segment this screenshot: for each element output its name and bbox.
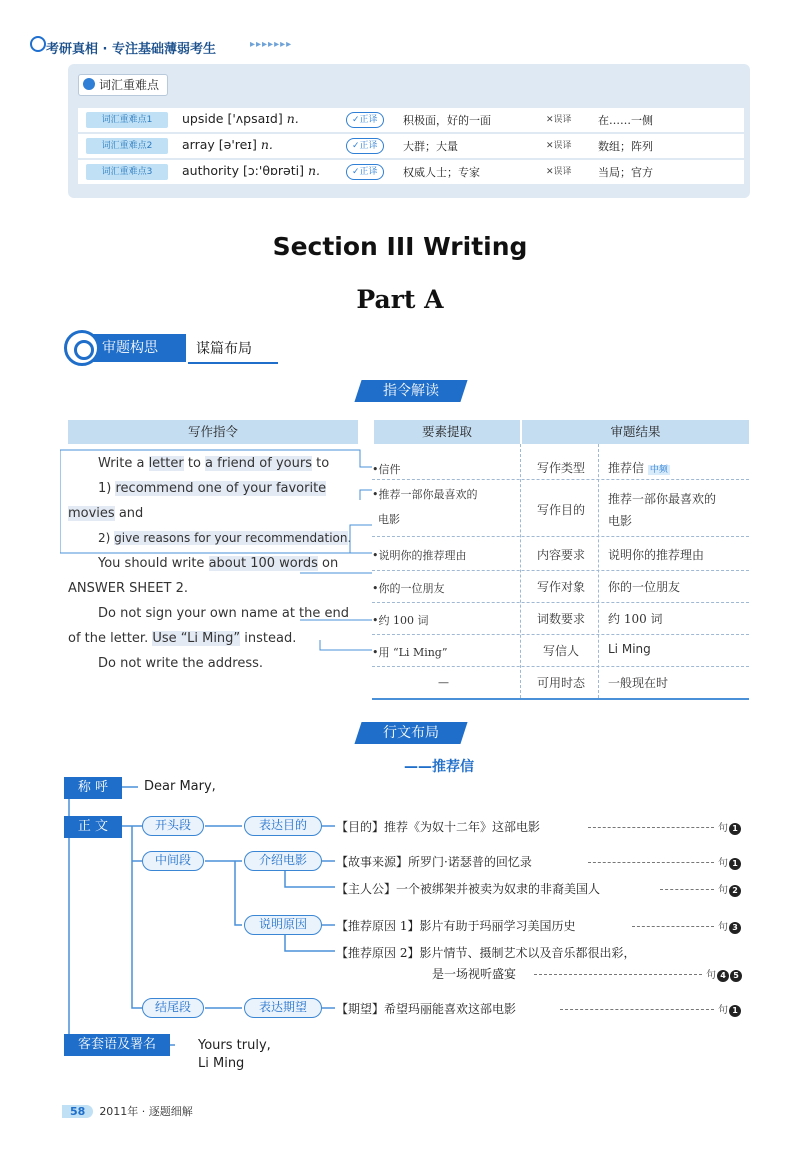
vocab-row [78,134,744,158]
action-reason: 说明原因 [244,915,322,935]
wrong-badge: ✕误译 [546,141,572,151]
col-divider [520,444,521,698]
salutation: Dear Mary, [144,779,216,794]
flow-item-cont: 是一场视听盛宴 [432,967,517,981]
col-header-elements: 要素提取 [374,420,520,444]
vocab-row [78,108,744,132]
vocab-row [78,160,744,184]
header-arrows: ▸▸▸▸▸▸▸ [250,39,293,50]
flow-item: 【主人公】一个被绑架并被卖为奴隶的非裔美国人 [336,882,601,896]
row-divider [372,570,749,571]
result-key: 内容要求 [536,548,585,562]
instruction-line: Do not write the address. [98,656,264,671]
keyword: •推荐一部你最喜欢的 [372,488,478,501]
row-divider [372,634,749,635]
connector-lines [60,445,380,660]
action-intro: 介绍电影 [244,851,322,871]
result-key: 可用时态 [536,676,585,690]
instruction-line: Do not sign your own name at the end [98,606,349,621]
instruction-line: Write a letter to a friend of yours to [98,456,330,471]
wrong-translation: 在……一侧 [598,114,653,127]
flow-item: 【故事来源】所罗门·诺瑟普的回忆录 [336,855,532,869]
leader-line [660,889,714,890]
flow-item: 【推荐原因 1】影片有助于玛丽学习美国历史 [336,919,576,933]
correct-badge: ✓正译 [346,112,384,128]
result-key: 写作目的 [536,503,585,517]
result-value: 一般现在时 [608,676,669,690]
sentence-ref: 句 3 [718,918,741,934]
vocab-tag: 词汇重难点1 [86,112,168,128]
magnifier-icon [64,330,100,366]
result-value: 约 100 词 [608,612,663,626]
result-value: 推荐信 中频 [608,461,668,475]
result-value: 你的一位朋友 [608,580,681,594]
leader-line [632,926,714,927]
keyword: •说明你的推荐理由 [372,549,467,562]
subheading-instructions: 指令解读 [354,380,467,402]
flow-item: 【目的】推荐《为奴十二年》这部电影 [336,820,541,834]
instruction-line: You should write about 100 words on [98,556,339,571]
result-key: 写作类型 [536,461,585,475]
para-open: 开头段 [142,816,204,836]
row-divider [372,602,749,603]
footer: 58 2011年 · 逐题细解 [62,1103,193,1119]
salutation-label: 称 呼 [64,777,122,799]
badge-main: 审题构思 [68,334,186,362]
letter-type: ——推荐信 [404,759,474,775]
closing-phrase: Yours truly, [198,1038,271,1053]
vocab-tag: 词汇重难点3 [86,164,168,180]
result-key: 词数要求 [536,612,585,626]
subheading-layout: 行文布局 [354,722,467,744]
body-label: 正 文 [64,816,122,838]
result-value: 推荐一部你最喜欢的 [608,492,717,506]
wrong-translation: 数组；阵列 [598,140,653,153]
section-title: Section III Writing [272,232,528,261]
keyword: — [438,676,449,689]
vocab-word: array [ə'reɪ] n. [182,137,273,152]
result-value: 说明你的推荐理由 [608,548,705,562]
correct-translation: 积极面，好的一面 [403,114,491,127]
flow-item: 【推荐原因 2】影片情节、摄制艺术以及音乐都很出彩， [336,946,636,960]
leader-line [588,862,714,863]
signature: Li Ming [198,1056,245,1071]
correct-translation: 大群；大量 [403,140,458,153]
instruction-line: 2) give reasons for your recommendation. [98,531,352,545]
correct-badge: ✓正译 [346,138,384,154]
vocab-word: authority [ɔ:'θɒrəti] n. [182,163,321,178]
row-divider [372,666,749,667]
instruction-line: movies and [68,506,144,521]
flow-item: 【期望】希望玛丽能喜欢这部电影 [336,1002,517,1016]
wrong-translation: 当局；官方 [598,166,653,179]
sentence-ref: 句 1 [718,819,741,835]
keyword: •约 100 词 [372,614,429,627]
vocab-title: 词汇重难点 [78,74,168,96]
result-key: 写作对象 [536,580,585,594]
sentence-ref: 句 1 [718,1001,741,1017]
magnifier-icon [30,36,46,52]
correct-badge: ✓正译 [346,164,384,180]
para-end: 结尾段 [142,998,204,1018]
header-title: 考研真相 · 专注基础薄弱考生 [46,42,216,57]
divider [188,362,278,364]
col-header-instruction: 写作指令 [68,420,358,444]
result-value: 电影 [608,514,633,528]
keyword: •用 “Li Ming” [372,646,448,659]
col-header-result: 审题结果 [522,420,749,444]
instruction-line: ANSWER SHEET 2. [68,581,189,596]
instruction-line: of the letter. Use “Li Ming” instead. [68,631,297,646]
para-middle: 中间段 [142,851,204,871]
leader-line [534,974,702,975]
sentence-ref: 句 2 [718,881,741,897]
table-bottom-rule [372,698,749,700]
row-divider [372,479,749,480]
keyword: 电影 [378,513,400,526]
part-title: Part A [356,285,444,314]
row-divider [372,536,749,537]
leader-line [560,1009,714,1010]
col-divider [598,444,599,698]
action-purpose: 表达目的 [244,816,322,836]
instruction-line: 1) recommend one of your favorite [98,481,327,496]
correct-translation: 权威人士；专家 [403,166,480,179]
badge-sub: 谋篇布局 [196,341,252,357]
wrong-badge: ✕误译 [546,167,572,177]
vocab-word: upside ['ʌpsaɪd] n. [182,111,299,126]
closing-label: 客套语及署名 [64,1034,170,1056]
sentence-ref: 句 4 5 [706,966,742,982]
globe-icon [83,78,95,90]
keyword: •你的一位朋友 [372,582,445,595]
result-key: 写信人 [542,644,579,658]
page-number: 58 [62,1105,93,1118]
sentence-ref: 句 1 [718,854,741,870]
action-hope: 表达期望 [244,998,322,1018]
leader-line [588,827,714,828]
result-value: Li Ming [608,642,651,656]
vocab-tag: 词汇重难点2 [86,138,168,154]
keyword: •信件 [372,463,401,476]
wrong-badge: ✕误译 [546,115,572,125]
